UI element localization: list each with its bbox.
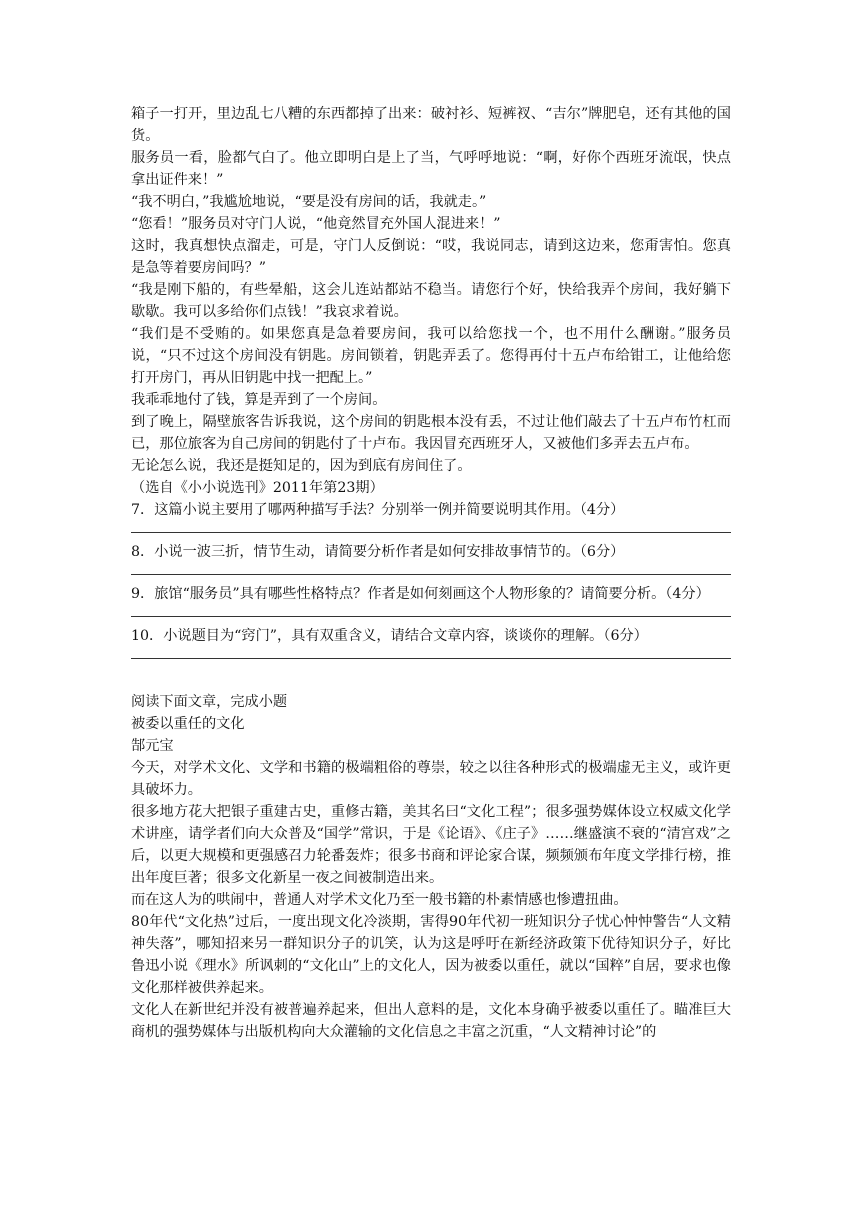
answer-line[interactable] <box>131 532 731 533</box>
story-excerpt <box>131 103 731 499</box>
essay-paragraph: 而在这人为的哄闹中，普通人对学术文化乃至一般书籍的朴素情感也惨遭扭曲。 <box>131 892 628 908</box>
story-paragraph: “您看！”服务员对守门人说，“他竟然冒充外国人混进来！” <box>131 216 501 232</box>
answer-line[interactable] <box>131 658 731 659</box>
question-8: 8．小说一波三折，情节生动，请简要分析作者是如何安排故事情节的。（6分） <box>131 544 625 560</box>
section-spacer <box>131 667 731 691</box>
story-paragraph: “我们是不受贿的。如果您真是急着要房间，我可以给您找一个，也不用什么酬谢。”服务员说，“只不过这个房间没有钥匙。房间锁着，钥匙弄丢了。您得再付十五卢布给钳工，让他给您打开房门，再从旧钥匙中找一把配上。” <box>131 326 731 386</box>
story-paragraph: “我不明白，”我尴尬地说，“要是没有房间的话，我就走。” <box>131 194 487 210</box>
story-paragraph: 箱子一打开，里边乱七八糟的东西都掉了出来：破衬衫、短裤衩、“吉尔”牌肥皂，还有其他的国货。 <box>131 106 731 144</box>
question-10: 10．小说题目为“窍门”，具有双重含义，请结合文章内容，谈谈你的理解。（6分） <box>131 628 648 644</box>
document-content <box>131 103 731 1043</box>
essay-paragraph: 很多地方花大把银子重建古史，重修古籍，美其名曰“文化工程”；很多强势媒体设立权威文化学术讲座，请学者们向大众普及“国学”常识，于是《论语》、《庄子》……继盛演不衰的“清宫戏”之后，以更大规模和更强感召力轮番轰炸；很多书商和评论家合谋，频频颁布年度文学排行榜，推出年度巨著；很多文化新星一夜之间被制造出来。 <box>131 804 731 886</box>
answer-line[interactable] <box>131 616 731 617</box>
essay-paragraph: 今天，对学术文化、文学和书籍的极端粗俗的尊崇，较之以往各种形式的极端虚无主义，或许更具破坏力。 <box>131 760 731 798</box>
question-7: 7．这篇小说主要用了哪两种描写手法？分别举一例并简要说明其作用。（4分） <box>131 502 625 518</box>
essay-author: 郜元宝 <box>131 738 174 754</box>
question-9: 9．旅馆“服务员”具有哪些性格特点？作者是如何刻画这个人物形象的？请简要分析。（4分） <box>131 586 710 602</box>
reading-instruction: 阅读下面文章，完成小题 <box>131 694 288 710</box>
story-paragraph: 到了晚上，隔壁旅客告诉我说，这个房间的钥匙根本没有丢，不过让他们敲去了十五卢布竹杠而已，那位旅客为自己房间的钥匙付了十卢布。我因冒充西班牙人，又被他们多弄去五卢布。 <box>131 414 731 452</box>
story-paragraph: 我乖乖地付了钱，算是弄到了一个房间。 <box>131 392 387 408</box>
story-paragraph: 这时，我真想快点溜走，可是，守门人反倒说：“哎，我说同志，请到这边来，您甭害怕。您真是急等着要房间吗？” <box>131 238 731 276</box>
story-paragraph: 无论怎么说，我还是挺知足的，因为到底有房间住了。 <box>131 458 472 474</box>
story-source: （选自《小小说选刊》2011年第23期） <box>131 480 384 496</box>
question-list <box>131 499 731 659</box>
essay-section <box>131 691 731 1043</box>
essay-title: 被委以重任的文化 <box>131 716 245 732</box>
essay-paragraph: 文化人在新世纪并没有被普遍养起来，但出人意料的是，文化本身确乎被委以重任了。瞄准巨大商机的强势媒体与出版机构向大众灌输的文化信息之丰富之沉重，“人文精神讨论”的 <box>131 1002 731 1040</box>
story-paragraph: 服务员一看，脸都气白了。他立即明白是上了当，气呼呼地说：“啊，好你个西班牙流氓，快点拿出证件来！” <box>131 150 731 188</box>
story-paragraph: “我是刚下船的，有些晕船，这会儿连站都站不稳当。请您行个好，快给我弄个房间，我好躺下歇歇。我可以多给你们点钱！”我哀求着说。 <box>131 282 731 320</box>
essay-paragraph: 80年代“文化热”过后，一度出现文化冷淡期，害得90年代初一班知识分子忧心忡忡警告“人文精神失落”，哪知招来另一群知识分子的讥笑，认为这是呼吁在新经济政策下优待知识分子，好比鲁迅小说《理水》所讽刺的“文化山”上的文化人，因为被委以重任，就以“国粹”自居，要求也像文化那样被供养起来。 <box>131 914 731 996</box>
answer-line[interactable] <box>131 574 731 575</box>
